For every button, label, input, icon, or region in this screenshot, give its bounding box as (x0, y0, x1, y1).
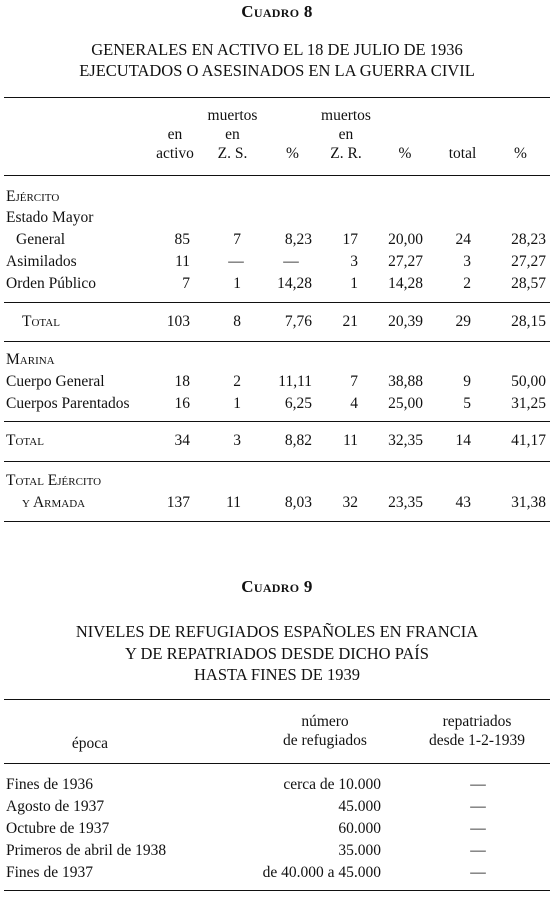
row-label: General (16, 231, 66, 248)
cell-rep: — (470, 820, 486, 837)
table8-bottom-rule (4, 521, 550, 522)
cell-activo: 103 (166, 313, 190, 330)
cell-zs: 1 (233, 275, 241, 292)
cell-zr: 11 (343, 432, 358, 449)
cell-rep: — (470, 864, 486, 881)
cell-activo: 11 (175, 253, 190, 270)
cell-num: de 40.000 a 45.000 (262, 864, 381, 881)
hdr-zr-3: Z. R. (330, 145, 362, 162)
row-label-total: Total (22, 313, 60, 330)
cell-total: 29 (455, 313, 471, 330)
cell-rep: — (470, 776, 486, 793)
cell-zs: 1 (233, 395, 241, 412)
cell-pct2: 38,88 (388, 373, 423, 390)
table9-caption: Cuadro 9 (241, 577, 313, 596)
hdr-total: total (448, 145, 477, 162)
cell-total: 24 (455, 231, 471, 248)
hdr-num-2: de refugiados (283, 732, 367, 749)
label-estado-mayor: Estado Mayor (6, 209, 94, 226)
cell-total: 14 (455, 432, 471, 449)
row-label: Cuerpos Parentados (6, 395, 130, 412)
section-ejercito: Ejército (6, 188, 60, 205)
cell-pct3: 27,27 (511, 253, 546, 270)
cell-pct3: 41,17 (511, 432, 546, 449)
row-label: Cuerpo General (6, 373, 105, 390)
hdr-rep-2: desde 1-2-1939 (429, 732, 525, 749)
cell-pct1: 14,28 (277, 275, 312, 292)
table8-header-rule (4, 175, 550, 176)
label-total-ejercito: Total Ejército (6, 472, 102, 489)
cell-pct2: 20,39 (388, 313, 423, 330)
table8-caption: Cuadro 8 (241, 2, 313, 21)
cell-zr: 32 (342, 494, 358, 511)
row-epoca: Agosto de 1937 (6, 798, 105, 815)
cell-pct1: — (283, 253, 299, 270)
cell-zs: 3 (233, 432, 241, 449)
table9-top-rule (4, 699, 550, 700)
row-epoca: Fines de 1936 (6, 776, 93, 793)
hdr-rep-1: repatriados (442, 713, 512, 730)
hdr-zs-1: muertos (207, 107, 258, 124)
cell-pct3: 31,25 (511, 395, 546, 412)
hdr-pct1: % (286, 145, 299, 162)
cell-pct2: 23,35 (388, 494, 423, 511)
table8-rule (4, 461, 550, 462)
label-y-armada: y Armada (22, 494, 86, 511)
cell-zr: 4 (350, 395, 358, 412)
cell-pct1: 8,03 (284, 494, 312, 511)
cell-pct2: 27,27 (388, 253, 423, 270)
cell-pct3: 28,23 (511, 231, 546, 248)
hdr-num-1: número (301, 713, 349, 730)
cell-pct1: 7,76 (284, 313, 312, 330)
cell-rep: — (470, 798, 486, 815)
cell-activo: 16 (174, 395, 190, 412)
table8-rule (4, 421, 550, 422)
cell-pct1: 8,82 (284, 432, 312, 449)
row-epoca: Octubre de 1937 (6, 820, 110, 837)
table9-header-rule (4, 763, 550, 764)
cell-total: 5 (463, 395, 471, 412)
section-marina: Marina (6, 351, 55, 368)
hdr-activo-1: en (167, 126, 183, 143)
hdr-activo-2: activo (156, 145, 194, 162)
cell-activo: 7 (182, 275, 190, 292)
table8-rule (4, 302, 550, 303)
hdr-pct3: % (514, 145, 527, 162)
table9-title-line1: NIVELES DE REFUGIADOS ESPAÑOLES EN FRANCIA (75, 622, 479, 641)
cell-zr: 7 (350, 373, 358, 390)
hdr-zr-2: en (338, 126, 354, 143)
row-epoca: Fines de 1937 (6, 864, 93, 881)
table8-top-rule (4, 97, 550, 98)
cell-num: 45.000 (338, 798, 381, 815)
table8-title-line2: EJECUTADOS O ASESINADOS EN LA GUERRA CIVIL (79, 61, 475, 80)
row-epoca: Primeros de abril de 1938 (6, 842, 167, 859)
cell-pct1: 8,23 (284, 231, 312, 248)
cell-total: 9 (463, 373, 471, 390)
cell-total: 43 (455, 494, 471, 511)
cell-pct1: 11,11 (278, 373, 312, 390)
row-label: Orden Público (6, 275, 96, 292)
cell-pct1: 6,25 (284, 395, 312, 412)
cell-activo: 137 (166, 494, 190, 511)
cell-zr: 21 (342, 313, 358, 330)
cell-pct3: 28,57 (511, 275, 546, 292)
hdr-zs-3: Z. S. (217, 145, 248, 162)
table9-title-line2: Y DE REPATRIADOS DESDE DICHO PAÍS (125, 644, 429, 663)
cell-total: 2 (463, 275, 471, 292)
cell-activo: 85 (174, 231, 190, 248)
table9-bottom-rule (4, 890, 550, 891)
cell-zr: 3 (350, 253, 358, 270)
cell-num: 60.000 (338, 820, 381, 837)
hdr-zr-1: muertos (321, 107, 371, 124)
table8-rule (4, 341, 550, 342)
hdr-epoca: época (71, 735, 109, 752)
row-label: Asimilados (6, 253, 77, 270)
hdr-pct2: % (398, 145, 412, 162)
cell-pct3: 31,38 (511, 494, 546, 511)
cell-pct2: 25,00 (388, 395, 423, 412)
cell-zs: 7 (233, 231, 241, 248)
cell-zr: 17 (342, 231, 358, 248)
cell-zs: 8 (233, 313, 241, 330)
row-label-total: Total (6, 432, 44, 449)
cell-zs: 11 (226, 494, 241, 511)
hdr-zs-2: en (225, 126, 240, 143)
cell-pct2: 20,00 (388, 231, 423, 248)
cell-num: cerca de 10.000 (283, 776, 381, 793)
cell-rep: — (470, 842, 486, 859)
cell-zs: 2 (233, 373, 241, 390)
table8-title-line1: GENERALES EN ACTIVO EL 18 DE JULIO DE 1936 (91, 40, 463, 59)
cell-pct2: 32,35 (388, 432, 423, 449)
cell-total: 3 (463, 253, 471, 270)
cell-zs: — (228, 253, 244, 270)
cell-num: 35.000 (338, 842, 381, 859)
cell-pct3: 50,00 (511, 373, 546, 390)
cell-zr: 1 (350, 275, 358, 292)
table9-title-line3: HASTA FINES DE 1939 (194, 665, 360, 684)
cell-activo: 18 (174, 373, 190, 390)
cell-pct2: 14,28 (388, 275, 423, 292)
cell-activo: 34 (174, 432, 190, 449)
cell-pct3: 28,15 (511, 313, 546, 330)
